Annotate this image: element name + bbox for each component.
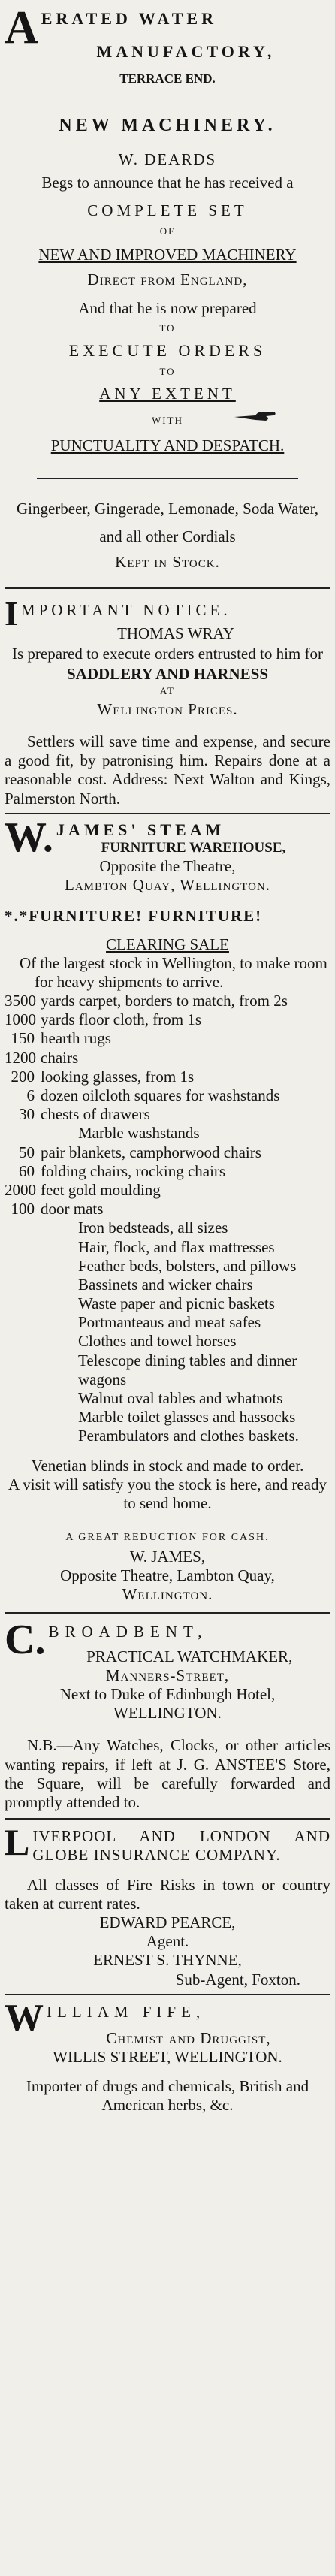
stock-list-item (5, 1010, 330, 1029)
stock-list-item (5, 992, 330, 1010)
stock-description: chests of drawers (41, 1105, 150, 1124)
stock-quantity (5, 1351, 41, 1389)
stock-quantity: 200 (11, 1067, 35, 1086)
stock-description: dozen oilcloth squares for washstands (41, 1086, 280, 1105)
stock-quantity (5, 1389, 41, 1408)
address: Wellington. (122, 1585, 213, 1604)
body-text: EXECUTE ORDERS (68, 341, 267, 361)
stock-list-item (5, 1029, 330, 1048)
agent-title: Agent. (146, 1932, 189, 1951)
pointing-hand-icon (233, 408, 278, 424)
stock-list-item (5, 1049, 330, 1068)
stock-description: looking glasses, from 1s (41, 1067, 195, 1086)
drop-cap: L (5, 1824, 30, 1864)
broadbent-ad (5, 1614, 330, 1813)
stock-list-item (5, 1294, 330, 1313)
stock-quantity: 60 (19, 1161, 35, 1180)
stock-quantity (5, 1294, 41, 1313)
address: Manners-Street, (105, 1665, 230, 1684)
drop-cap: W. (5, 817, 53, 861)
connector-text: TO (159, 322, 176, 334)
body-text: A visit will satisfy you the stock is here, and ready to send home. (8, 1475, 327, 1512)
stock-list-item (5, 1105, 330, 1124)
connector-text: OF (159, 225, 176, 237)
stock-description: Bassinets and wicker chairs (78, 1275, 253, 1294)
body-text: All classes of Fire Risks in town or country taken at current rates. (5, 1875, 330, 1913)
address: Opposite the Theatre, (99, 856, 236, 875)
address: WELLINGTON. (113, 1704, 222, 1723)
stock-list-item (5, 1162, 330, 1181)
stock-description: Marble washstands (78, 1124, 200, 1143)
body-text: Direct from England, (87, 270, 248, 289)
stock-description: door mats (41, 1200, 104, 1219)
body-text: Settlers will save time and expense, and secure a good fit, by patronising him. Repairs done at a reasonable cost. Address: Next Walton and Kings, Palmerston North. (5, 732, 330, 808)
ad-heading: MPORTANT NOTICE. (20, 600, 231, 619)
stock-list-item (5, 1143, 330, 1162)
body-text: N.B.—Any Watches, Clocks, or other articles wanting repairs, if left at J. G. ANSTEE'S Store, the Square, will be carefully forwarded and promptly attended to. (5, 1736, 330, 1812)
wray-ad (5, 589, 330, 808)
stock-description: Portmanteaus and meat safes (78, 1313, 261, 1332)
aerated-water-ad (5, 0, 330, 572)
connector-text: TO (159, 365, 176, 377)
body-text: SADDLERY AND HARNESS (66, 665, 269, 684)
connector-text: WITH (152, 415, 183, 427)
ad-heading: JAMES' STEAM (56, 820, 225, 839)
stock-description: Clothes and towel horses (78, 1332, 237, 1351)
stock-list-item (5, 1276, 330, 1294)
stock-list-item (5, 1200, 330, 1219)
stock-quantity (5, 1276, 41, 1294)
stock-list-item (5, 1219, 330, 1237)
stock-description: Waste paper and picnic baskets (78, 1294, 275, 1313)
drop-cap: A (5, 6, 38, 53)
body-text: COMPLETE SET (87, 201, 248, 220)
headline: NEW MACHINERY. (59, 116, 276, 136)
stock-quantity (5, 1219, 41, 1237)
stock-list-item (5, 1332, 330, 1351)
address: TERRACE END. (119, 71, 216, 86)
stock-description: Hair, flock, and flax mattresses (78, 1237, 275, 1256)
proprietor-name: THOMAS WRAY (117, 624, 234, 642)
stock-list-item (5, 1389, 330, 1408)
drop-cap: I (5, 596, 18, 633)
insurance-ad (5, 1820, 330, 1989)
address: Next to Duke of Edinburgh Hotel, (59, 1685, 276, 1704)
stock-quantity (5, 1427, 41, 1445)
stock-quantity: 30 (19, 1105, 35, 1124)
stock-quantity: 3500 (5, 992, 36, 1010)
stock-list-item (5, 1351, 330, 1389)
subagent-name: ERNEST S. THYNNE, (93, 1951, 242, 1970)
proprietor-name: W. DEARDS (118, 149, 217, 168)
address: WILLIS STREET, WELLINGTON. (53, 2048, 282, 2067)
stock-list-item (5, 1257, 330, 1276)
stock-description: hearth rugs (41, 1029, 111, 1048)
body-text: ANY EXTENT (99, 385, 236, 403)
stock-list-item (5, 1124, 330, 1143)
ad-heading: IVERPOOL AND LONDON AND GLOBE INSURANCE COMPANY. (32, 1827, 330, 1865)
ad-subheading: PRACTICAL WATCHMAKER, (86, 1647, 293, 1665)
body-text: NEW AND IMPROVED MACHINERY (38, 246, 297, 264)
stock-description: pair blankets, camphorwood chairs (41, 1143, 261, 1161)
stock-list-item (5, 1313, 330, 1332)
stock-list-item (5, 1408, 330, 1427)
ad-subheading: FURNITURE WAREHOUSE, (101, 840, 286, 856)
stock-quantity (5, 1332, 41, 1351)
body-text: Of the largest stock in Wellington, to make room for heavy shipments to arrive. (20, 953, 327, 991)
sale-heading: CLEARING SALE (106, 935, 229, 953)
stock-quantity (5, 1238, 41, 1257)
body-text: Begs to announce that he has received a (41, 174, 294, 192)
address: Opposite Theatre, Lambton Quay, (60, 1566, 275, 1585)
stock-list-item (5, 1427, 330, 1445)
stock-description: yards floor cloth, from 1s (41, 1010, 202, 1029)
stock-description: folding chairs, rocking chairs (41, 1161, 226, 1180)
ad-subheading: Chemist and Druggist, (106, 2028, 271, 2047)
stock-list (5, 992, 330, 1446)
stock-quantity: 150 (11, 1029, 35, 1048)
connector-text: AT (160, 685, 175, 697)
stock-quantity: 2000 (5, 1180, 36, 1199)
stock-description: yards carpet, borders to match, from 2s (41, 992, 288, 1010)
stock-quantity (5, 1408, 41, 1427)
stock-description: Perambulators and clothes baskets. (78, 1427, 299, 1445)
drop-cap: W (5, 1999, 44, 2040)
stock-list-item (5, 1086, 330, 1105)
stock-description: chairs (41, 1048, 79, 1067)
stock-quantity (5, 1257, 41, 1276)
body-text: Wellington Prices. (97, 699, 238, 718)
stock-quantity: 50 (19, 1143, 35, 1161)
stock-list-item (5, 1238, 330, 1257)
stock-description: Iron bedsteads, all sizes (78, 1219, 228, 1237)
stock-list-item (5, 1068, 330, 1086)
ad-heading: ILLIAM FIFE, (47, 2002, 206, 2021)
body-text: And that he is now prepared (78, 298, 257, 317)
divider (37, 478, 297, 479)
stock-description: Feather beds, bolsters, and pillows (78, 1256, 297, 1275)
drop-cap: C. (5, 1619, 46, 1663)
address: Lambton Quay, Wellington. (65, 876, 270, 895)
banner: *.*FURNITURE! FURNITURE! (5, 907, 263, 926)
stock-description: Walnut oval tables and whatnots (78, 1389, 283, 1408)
stock-description: Marble toilet glasses and hassocks (78, 1408, 296, 1427)
chemist-ad (5, 1995, 330, 2115)
stock-quantity (5, 1124, 41, 1143)
stock-list-item (5, 1181, 330, 1200)
stock-quantity: 6 (26, 1086, 35, 1105)
stock-description: Telescope dining tables and dinner wagons (78, 1351, 297, 1388)
agent-name: EDWARD PEARCE, (99, 1913, 236, 1931)
ad-heading: ERATED WATER (41, 9, 217, 28)
stock-quantity (5, 1313, 41, 1332)
subagent-title: Sub-Agent, Foxton. (175, 1970, 300, 1989)
proprietor-name: W. JAMES, (129, 1547, 206, 1566)
product-list: Gingerbeer, Gingerade, Lemonade, Soda Water, and all other Cordials (16, 499, 319, 545)
james-ad (5, 814, 330, 1605)
body-text: Is prepared to execute orders entrusted to him for (11, 644, 323, 663)
cash-notice: A GREAT REDUCTION FOR CASH. (65, 1532, 270, 1544)
stock-quantity: 1000 (5, 1010, 36, 1029)
body-text: PUNCTUALITY AND DESPATCH. (50, 436, 285, 454)
body-text: Kept in Stock. (115, 553, 220, 572)
ad-heading: BROADBENT, (48, 1622, 208, 1641)
body-text: Venetian blinds in stock and made to order. (31, 1456, 304, 1475)
ad-heading-line: MANUFACTORY, (96, 42, 276, 62)
body-text: Importer of drugs and chemicals, British and American herbs, &c. (26, 2077, 309, 2115)
stock-description: feet gold moulding (41, 1180, 161, 1199)
stock-quantity: 1200 (5, 1048, 36, 1067)
stock-quantity: 100 (11, 1200, 35, 1219)
